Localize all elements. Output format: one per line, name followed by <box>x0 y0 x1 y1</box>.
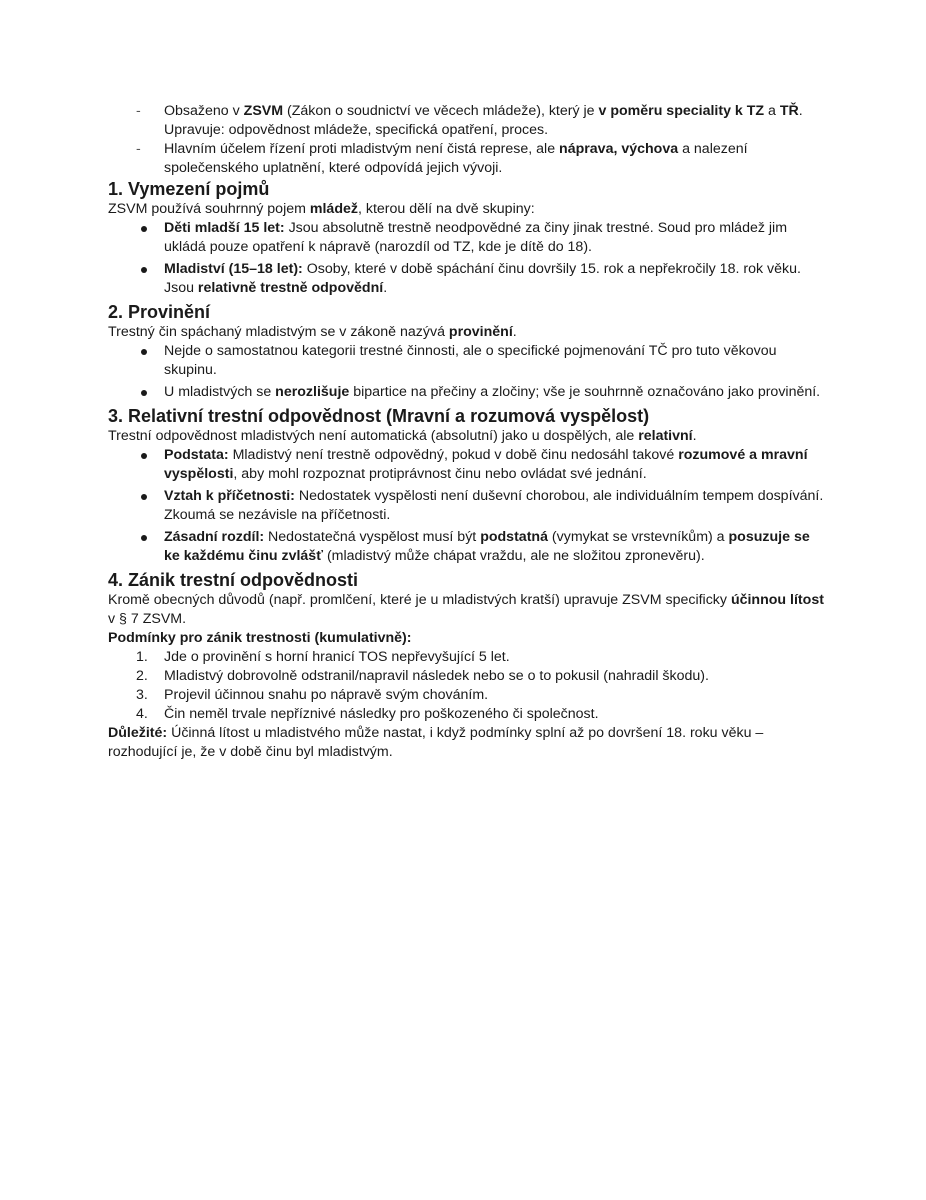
bullet-list <box>108 446 826 566</box>
bold-text: Děti mladší 15 let: <box>164 220 285 236</box>
section-heading: 1. Vymezení pojmů <box>108 179 270 199</box>
list-item <box>108 487 826 525</box>
conditions-subheading <box>108 629 826 648</box>
list-item <box>108 446 826 484</box>
item-number: 1. <box>136 649 148 665</box>
text-run: Obsaženo v <box>164 103 244 119</box>
bold-text: účinnou lítost <box>730 592 824 608</box>
bullet-list <box>108 219 826 298</box>
text-run: Účinná lítost u mladistvého může nastat, i když podmínky splní až po dovršení 18. roku věku – rozhodující je, že v době činu byl mladistvým. <box>108 725 764 760</box>
bold-text: Vztah k příčetnosti: <box>164 488 295 504</box>
bold-text: Důležité: <box>108 725 168 741</box>
bold-text: mládež <box>309 201 358 217</box>
bold-text: v poměru speciality k TZ <box>598 103 765 119</box>
bold-text: rozumové a mravní vyspělosti <box>164 447 808 482</box>
text-run: Trestní odpovědnost mladistvých není automatická (absolutní) jako u dospělých, ale <box>108 428 639 444</box>
text-run: Kromě obecných důvodů (např. promlčení, které je u mladistvých kratší) upravuje ZSVM specificky <box>108 592 731 608</box>
text-run: (vymykat se vrstevníkům) a <box>547 529 729 545</box>
text-run: . Upravuje: odpovědnost mládeže, specifická opatření, proces. <box>164 103 803 138</box>
item-number: 2. <box>136 668 148 684</box>
bold-text: Mladiství (15–18 let): <box>164 261 303 277</box>
bold-text: Podstata: <box>164 447 229 463</box>
text-run: . <box>692 428 697 444</box>
text-run: v § 7 ZSVM. <box>108 611 187 627</box>
section-lead <box>108 323 826 342</box>
text-run: bipartice na přečiny a zločiny; vše je souhrnně označováno jako provinění. <box>349 384 821 400</box>
text-run: Jsou absolutně trestně neodpovědné za činy jinak trestné. Soud pro mládež jim ukládá pouze opatření k nápravě (narozdíl od TZ, kde je dítě do 18). <box>164 220 788 255</box>
list-item <box>108 260 826 298</box>
section-lead <box>108 427 826 446</box>
text-run: (Zákon o soudnictví ve věcech mládeže), který je <box>283 103 599 119</box>
item-text: Mladistvý dobrovolně odstranil/napravil následek nebo se o to pokusil (nahradil škodu). <box>164 668 709 684</box>
item-text: Čin neměl trvale nepříznivé následky pro poškozeného či společnost. <box>164 706 599 722</box>
text-run: Mladistvý není trestně odpovědný, pokud v době činu nedosáhl takové <box>228 447 679 463</box>
item-text: Projevil účinnou snahu po nápravě svým chováním. <box>164 687 489 703</box>
bold-text: náprava, výchova <box>559 141 679 157</box>
list-item <box>108 383 826 402</box>
text-run: Nedostatek vyspělosti není duševní chorobou, ale individuálním tempem dospívání. Zkoumá se nezávisle na příčetnosti. <box>164 488 824 523</box>
bold-text: posuzuje se ke každému činu zvlášť <box>164 529 810 564</box>
text-run: Osoby, které v době spáchání činu dovršily 15. rok a nepřekročily 18. rok věku. Jsou <box>164 261 801 296</box>
text-run: . <box>383 280 388 296</box>
text-run: U mladistvých se <box>164 384 276 400</box>
section-heading: 2. Provinění <box>108 302 211 322</box>
text-run: a <box>764 103 780 119</box>
bullet-list <box>108 342 826 402</box>
text-run: , kterou dělí na dvě skupiny: <box>357 201 535 217</box>
section-lead <box>108 200 826 219</box>
text-run: ZSVM používá souhrnný pojem <box>108 201 310 217</box>
section-heading: 3. Relativní trestní odpovědnost (Mravní a rozumová vyspělost) <box>108 406 650 426</box>
bold-text: relativně trestně odpovědní <box>197 280 384 296</box>
list-item <box>108 686 826 705</box>
list-item <box>108 705 826 724</box>
item-number: 4. <box>136 706 148 722</box>
bold-text: relativní <box>638 428 693 444</box>
list-item <box>108 667 826 686</box>
intro-item <box>108 140 826 178</box>
bold-text: podstatná <box>480 529 548 545</box>
intro-list <box>108 102 826 178</box>
list-item <box>108 528 826 566</box>
text-run: Nedostatečná vyspělost musí být <box>264 529 481 545</box>
section-lead <box>108 591 826 629</box>
conditions-subheading-text: Podmínky pro zánik trestnosti (kumulativně): <box>108 630 412 646</box>
bold-text: provinění <box>448 324 513 340</box>
text-run: a nalezení společenského uplatnění, které odpovídá jejich vývoji. <box>164 141 748 176</box>
text-run: Hlavním účelem řízení proti mladistvým není čistá represe, ale <box>164 141 560 157</box>
text-run: Nejde o samostatnou kategorii trestné činnosti, ale o specifické pojmenování TČ pro tuto věkovou skupinu. <box>164 343 777 378</box>
text-run: (mladistvý může chápat vraždu, ale ne složitou zpronevěru). <box>323 548 705 564</box>
bold-text: Zásadní rozdíl: <box>164 529 265 545</box>
item-number: 3. <box>136 687 148 703</box>
conditions-list <box>108 648 826 724</box>
item-text: Jde o provinění s horní hranicí TOS nepřevyšující 5 let. <box>164 649 510 665</box>
list-item <box>108 219 826 257</box>
list-item <box>108 342 826 380</box>
text-run: . <box>512 324 517 340</box>
bold-text: ZSVM <box>243 103 284 119</box>
text-run: Trestný čin spáchaný mladistvým se v zákoně nazývá <box>108 324 449 340</box>
bold-text: TŘ <box>779 103 799 119</box>
list-item <box>108 648 826 667</box>
section-heading: 4. Zánik trestní odpovědnosti <box>108 570 359 590</box>
intro-item <box>108 102 826 140</box>
text-run: , aby mohl rozpoznat protiprávnost činu nebo ovládat své jednání. <box>233 466 647 482</box>
bold-text: nerozlišuje <box>275 384 350 400</box>
important-note <box>108 724 826 762</box>
